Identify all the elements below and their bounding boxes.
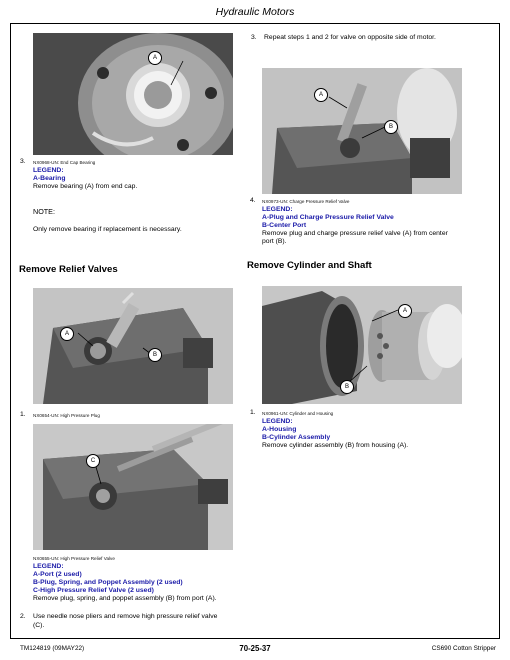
right-border — [499, 23, 500, 638]
step-number: 4. — [250, 197, 256, 204]
legend-item: A-Plug and Charge Pressure Relief Valve — [262, 214, 394, 221]
figure-caption: NX0973-UN: Charge Pressure Relief Valve — [262, 199, 350, 204]
step-number: 1. — [20, 411, 26, 418]
footer-rule — [10, 638, 500, 639]
step-number: 3. — [251, 34, 257, 41]
step-number: 2. — [20, 613, 26, 620]
cylinder-and-housing-photo — [262, 286, 462, 404]
instruction-text: Remove cylinder assembly (B) from housing (A). — [262, 442, 409, 449]
section-heading: Remove Cylinder and Shaft — [247, 260, 372, 271]
step-number: 1. — [250, 409, 256, 416]
footer-doc-id: TM124819 (09MAY22) — [20, 645, 85, 652]
legend-item: A-Bearing — [33, 175, 66, 182]
note-text: Only remove bearing if replacement is necessary. — [33, 226, 182, 233]
step-text: Use needle nose pliers and remove high pressure relief valve — [33, 613, 218, 620]
figure-caption: NX0655-UN: High Pressure Relief Valve — [33, 556, 115, 561]
figure-caption: NX0961-UN: Cylinder and Housing — [262, 411, 334, 416]
note-title: NOTE: — [33, 207, 55, 216]
legend-item: B-Plug, Spring, and Poppet Assembly (2 used) — [33, 579, 183, 586]
callout-b: B — [384, 120, 398, 134]
section-heading: Remove Relief Valves — [19, 264, 118, 275]
header-rule — [10, 23, 500, 24]
high-pressure-plug-photo — [33, 288, 233, 404]
figure-caption: NX0654-UN: High Pressure Plug — [33, 413, 100, 418]
callout-b: B — [340, 380, 354, 394]
callout-a: A — [148, 51, 162, 65]
left-border — [10, 23, 11, 638]
step-text: Repeat steps 1 and 2 for valve on opposite side of motor. — [264, 34, 436, 41]
instruction-text: port (B). — [262, 238, 287, 245]
callout-a: A — [398, 304, 412, 318]
legend-title: LEGEND: — [33, 563, 64, 570]
high-pressure-relief-valve-photo — [33, 424, 233, 550]
legend-title: LEGEND: — [33, 167, 64, 174]
figure-caption: NX0968-UN: End Cap Bearing — [33, 160, 96, 165]
instruction-text: Remove plug, spring, and poppet assembly (B) from port (A). — [33, 595, 217, 602]
footer-page-number: 70-25-37 — [239, 644, 271, 653]
legend-item: A-Housing — [262, 426, 297, 433]
step-number: 3. — [20, 158, 26, 165]
end-cap-bearing-photo — [33, 33, 233, 155]
step-text: (C). — [33, 622, 45, 629]
callout-a: A — [60, 327, 74, 341]
legend-item: B-Center Port — [262, 222, 307, 229]
callout-c: C — [86, 454, 100, 468]
callout-a: A — [314, 88, 328, 102]
instruction-text: Remove bearing (A) from end cap. — [33, 183, 138, 190]
legend-title: LEGEND: — [262, 418, 293, 425]
footer-product-name: CS690 Cotton Stripper — [431, 645, 496, 652]
charge-pressure-relief-valve-photo — [262, 68, 462, 194]
legend-item: A-Port (2 used) — [33, 571, 82, 578]
instruction-text: Remove plug and charge pressure relief valve (A) from center — [262, 230, 448, 237]
callout-b: B — [148, 348, 162, 362]
legend-item: B-Cylinder Assembly — [262, 434, 331, 441]
legend-title: LEGEND: — [262, 206, 293, 213]
legend-item: C-High Pressure Relief Valve (2 used) — [33, 587, 154, 594]
page-header-title: Hydraulic Motors — [215, 6, 295, 18]
